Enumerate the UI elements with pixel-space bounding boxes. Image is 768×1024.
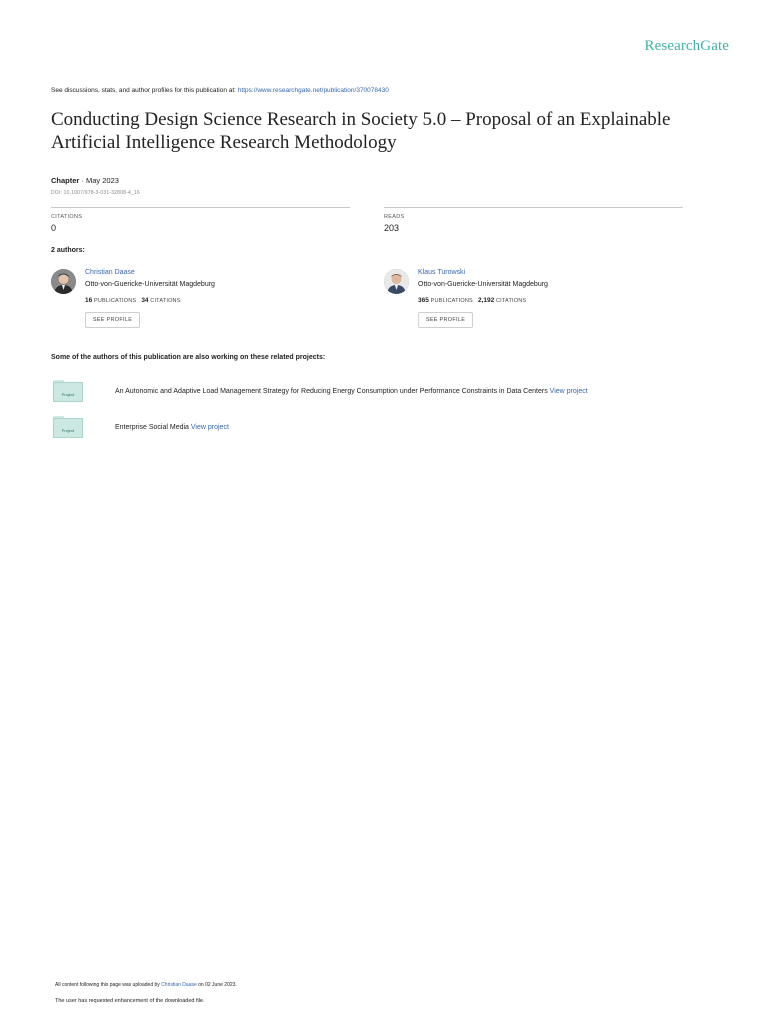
author-card [51, 268, 351, 332]
project-folder-icon [53, 380, 83, 402]
project-icon-label: Project [61, 392, 75, 397]
uploader-link[interactable]: Christian Daase [161, 982, 197, 988]
upload-notice-suffix: on 02 June 2023. [198, 982, 237, 988]
person-photo-icon [384, 269, 409, 294]
see-profile-button[interactable]: SEE PROFILE [85, 312, 140, 328]
citations-stat [51, 207, 350, 233]
citations-label: CITATIONS [51, 214, 83, 220]
reads-label: READS [384, 214, 405, 220]
author-citations-label: CITATIONS [495, 298, 527, 304]
project-description [115, 388, 588, 395]
citations-value: 0 [51, 223, 57, 233]
project-title: Enterprise Social Media [115, 424, 189, 431]
author-publications-label: PUBLICATIONS [430, 298, 473, 304]
publication-link[interactable]: https://www.researchgate.net/publication/370078430 [237, 87, 389, 94]
project-icon-label: Project [61, 428, 75, 433]
publication-meta [51, 176, 119, 185]
project-folder-icon [53, 416, 83, 438]
publication-doi: DOI: 10.1007/978-3-031-32808-4_16 [51, 190, 140, 196]
publication-type: Chapter [51, 176, 80, 185]
author-citations-label: CITATIONS [150, 298, 181, 304]
profiles-notice-text: See discussions, stats, and author profiles for this publication at: [51, 87, 236, 94]
enhancement-note: The user has requested enhancement of the downloaded file. [55, 998, 205, 1004]
view-project-link[interactable]: View project [190, 424, 229, 431]
author-institution: Otto-von-Guericke-Universität Magdeburg [418, 281, 548, 288]
author-stats [418, 297, 526, 304]
author-card [384, 268, 684, 332]
author-avatar[interactable] [51, 269, 76, 294]
see-profile-button[interactable]: SEE PROFILE [418, 312, 473, 328]
author-publications-count: 16 [85, 297, 93, 304]
author-stats [85, 297, 181, 304]
author-name[interactable]: Christian Daase [85, 269, 135, 276]
project-title: An Autonomic and Adaptive Load Management Strategy for Reducing Energy Consumption under Performance Constraints in Data Centers [115, 388, 548, 395]
project-item [51, 416, 731, 444]
author-publications-count: 365 [418, 297, 429, 304]
author-citations-count: 34 [141, 297, 149, 304]
author-avatar[interactable] [384, 269, 409, 294]
author-institution: Otto-von-Guericke-Universität Magdeburg [85, 281, 215, 288]
researchgate-logo[interactable]: ResearchGate [644, 38, 729, 54]
person-photo-icon [51, 269, 76, 294]
author-name[interactable]: Klaus Turowski [418, 269, 466, 276]
authors-heading: 2 authors: [51, 247, 85, 254]
project-item [51, 380, 731, 408]
project-description [115, 424, 229, 431]
profiles-notice [51, 87, 389, 94]
view-project-link[interactable]: View project [549, 388, 588, 395]
publication-title: Conducting Design Science Research in Society 5.0 – Proposal of an Explainable Artificial Intelligence Research Methodology [51, 109, 671, 153]
upload-notice [55, 982, 237, 988]
publication-date: · May 2023 [79, 176, 119, 185]
related-projects-heading: Some of the authors of this publication are also working on these related projects: [51, 354, 326, 361]
upload-notice-prefix: All content following this page was uploaded by [55, 982, 160, 988]
author-publications-label: PUBLICATIONS [93, 298, 137, 304]
author-citations-count: 2,192 [477, 297, 495, 304]
reads-value: 203 [384, 223, 400, 233]
reads-stat [384, 207, 683, 233]
